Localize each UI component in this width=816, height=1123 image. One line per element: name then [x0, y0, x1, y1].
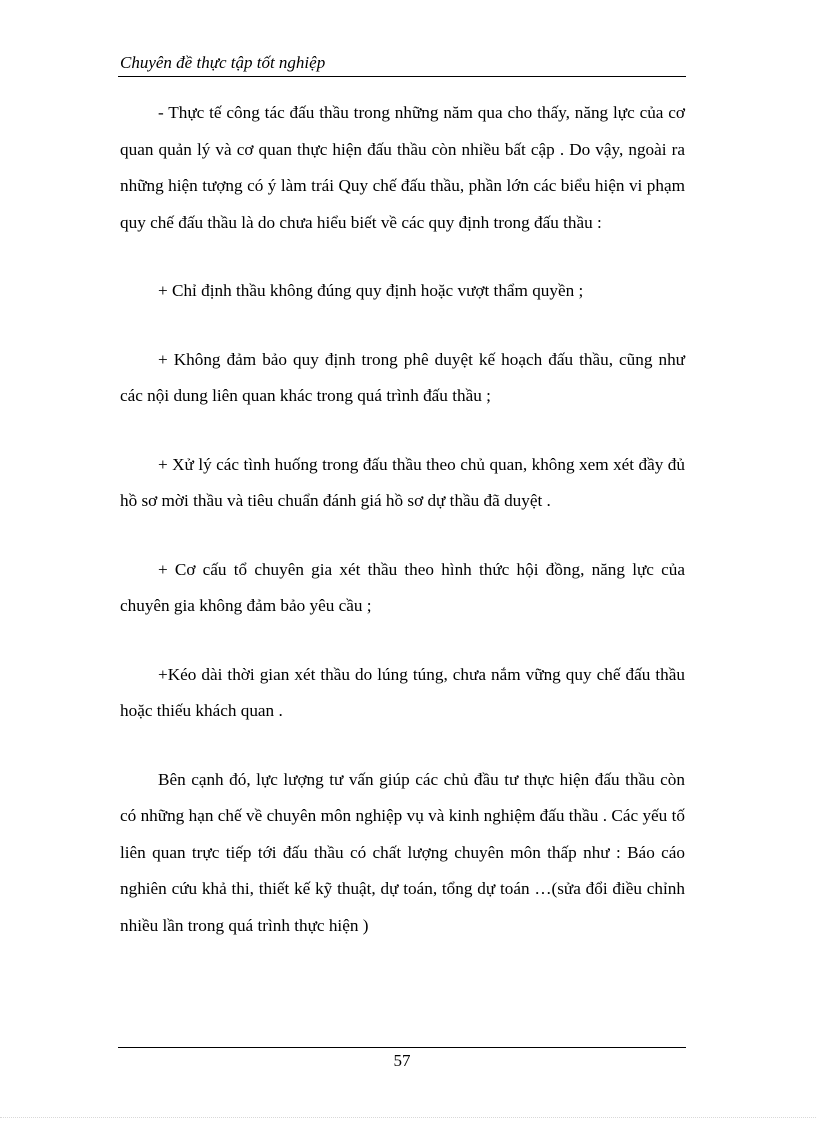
header-title: Chuyên đề thực tập tốt nghiệp — [120, 53, 326, 72]
paragraph-gap — [120, 520, 685, 552]
paragraph: + Xử lý các tình huống trong đấu thầu theo chủ quan, không xem xét đầy đủ hồ sơ mời thầu và tiêu chuẩn đánh giá hồ sơ dự thầu đã duyệt . — [120, 454, 685, 510]
paragraph-gap — [120, 625, 685, 657]
page-header — [118, 50, 686, 77]
paragraph: + Không đảm bảo quy định trong phê duyệt kế hoạch đấu thầu, cũng như các nội dung liên quan khác trong quá trình đấu thầu ; — [120, 349, 685, 405]
page-body — [120, 95, 685, 944]
paragraph-gap — [120, 310, 685, 342]
paragraph-gap — [120, 241, 685, 273]
paragraph: + Cơ cấu tổ chuyên gia xét thầu theo hình thức hội đồng, năng lực của chuyên gia không đảm bảo yêu cầu ; — [120, 559, 685, 615]
footer-divider — [118, 1047, 686, 1048]
paragraph-gap — [120, 730, 685, 762]
paragraph-gap — [120, 415, 685, 447]
page-edge-divider — [0, 1117, 816, 1118]
paragraph: Bên cạnh đó, lực lượng tư vấn giúp các chủ đầu tư thực hiện đấu thầu còn có những hạn chế về chuyên môn nghiệp vụ và kinh nghiệm đấu thầu . Các yếu tố liên quan trực tiếp tới đấu thầu có chất lượng chuyên môn thấp như : Báo cáo nghiên cứu khả thi, thiết kế kỹ thuật, dự toán, tổng dự toán …(sửa đổi điều chỉnh nhiều lần trong quá trình thực hiện ) — [120, 769, 685, 935]
page-number: 57 — [393, 1051, 411, 1070]
paragraph: - Thực tế công tác đấu thầu trong những năm qua cho thấy, năng lực của cơ quan quản lý và cơ quan thực hiện đấu thầu còn nhiều bất cập . Do vậy, ngoài ra những hiện tượng có ý làm trái Quy chế đấu thầu, phần lớn các biểu hiện vi phạm quy chế đấu thầu là do chưa hiểu biết về các quy định trong đấu thầu : — [120, 103, 685, 232]
paragraph: + Chỉ định thầu không đúng quy định hoặc vượt thẩm quyền ; — [158, 281, 584, 300]
paragraph: +Kéo dài thời gian xét thầu do lúng túng, chưa nắm vững quy chế đấu thầu hoặc thiếu khách quan . — [120, 664, 685, 720]
